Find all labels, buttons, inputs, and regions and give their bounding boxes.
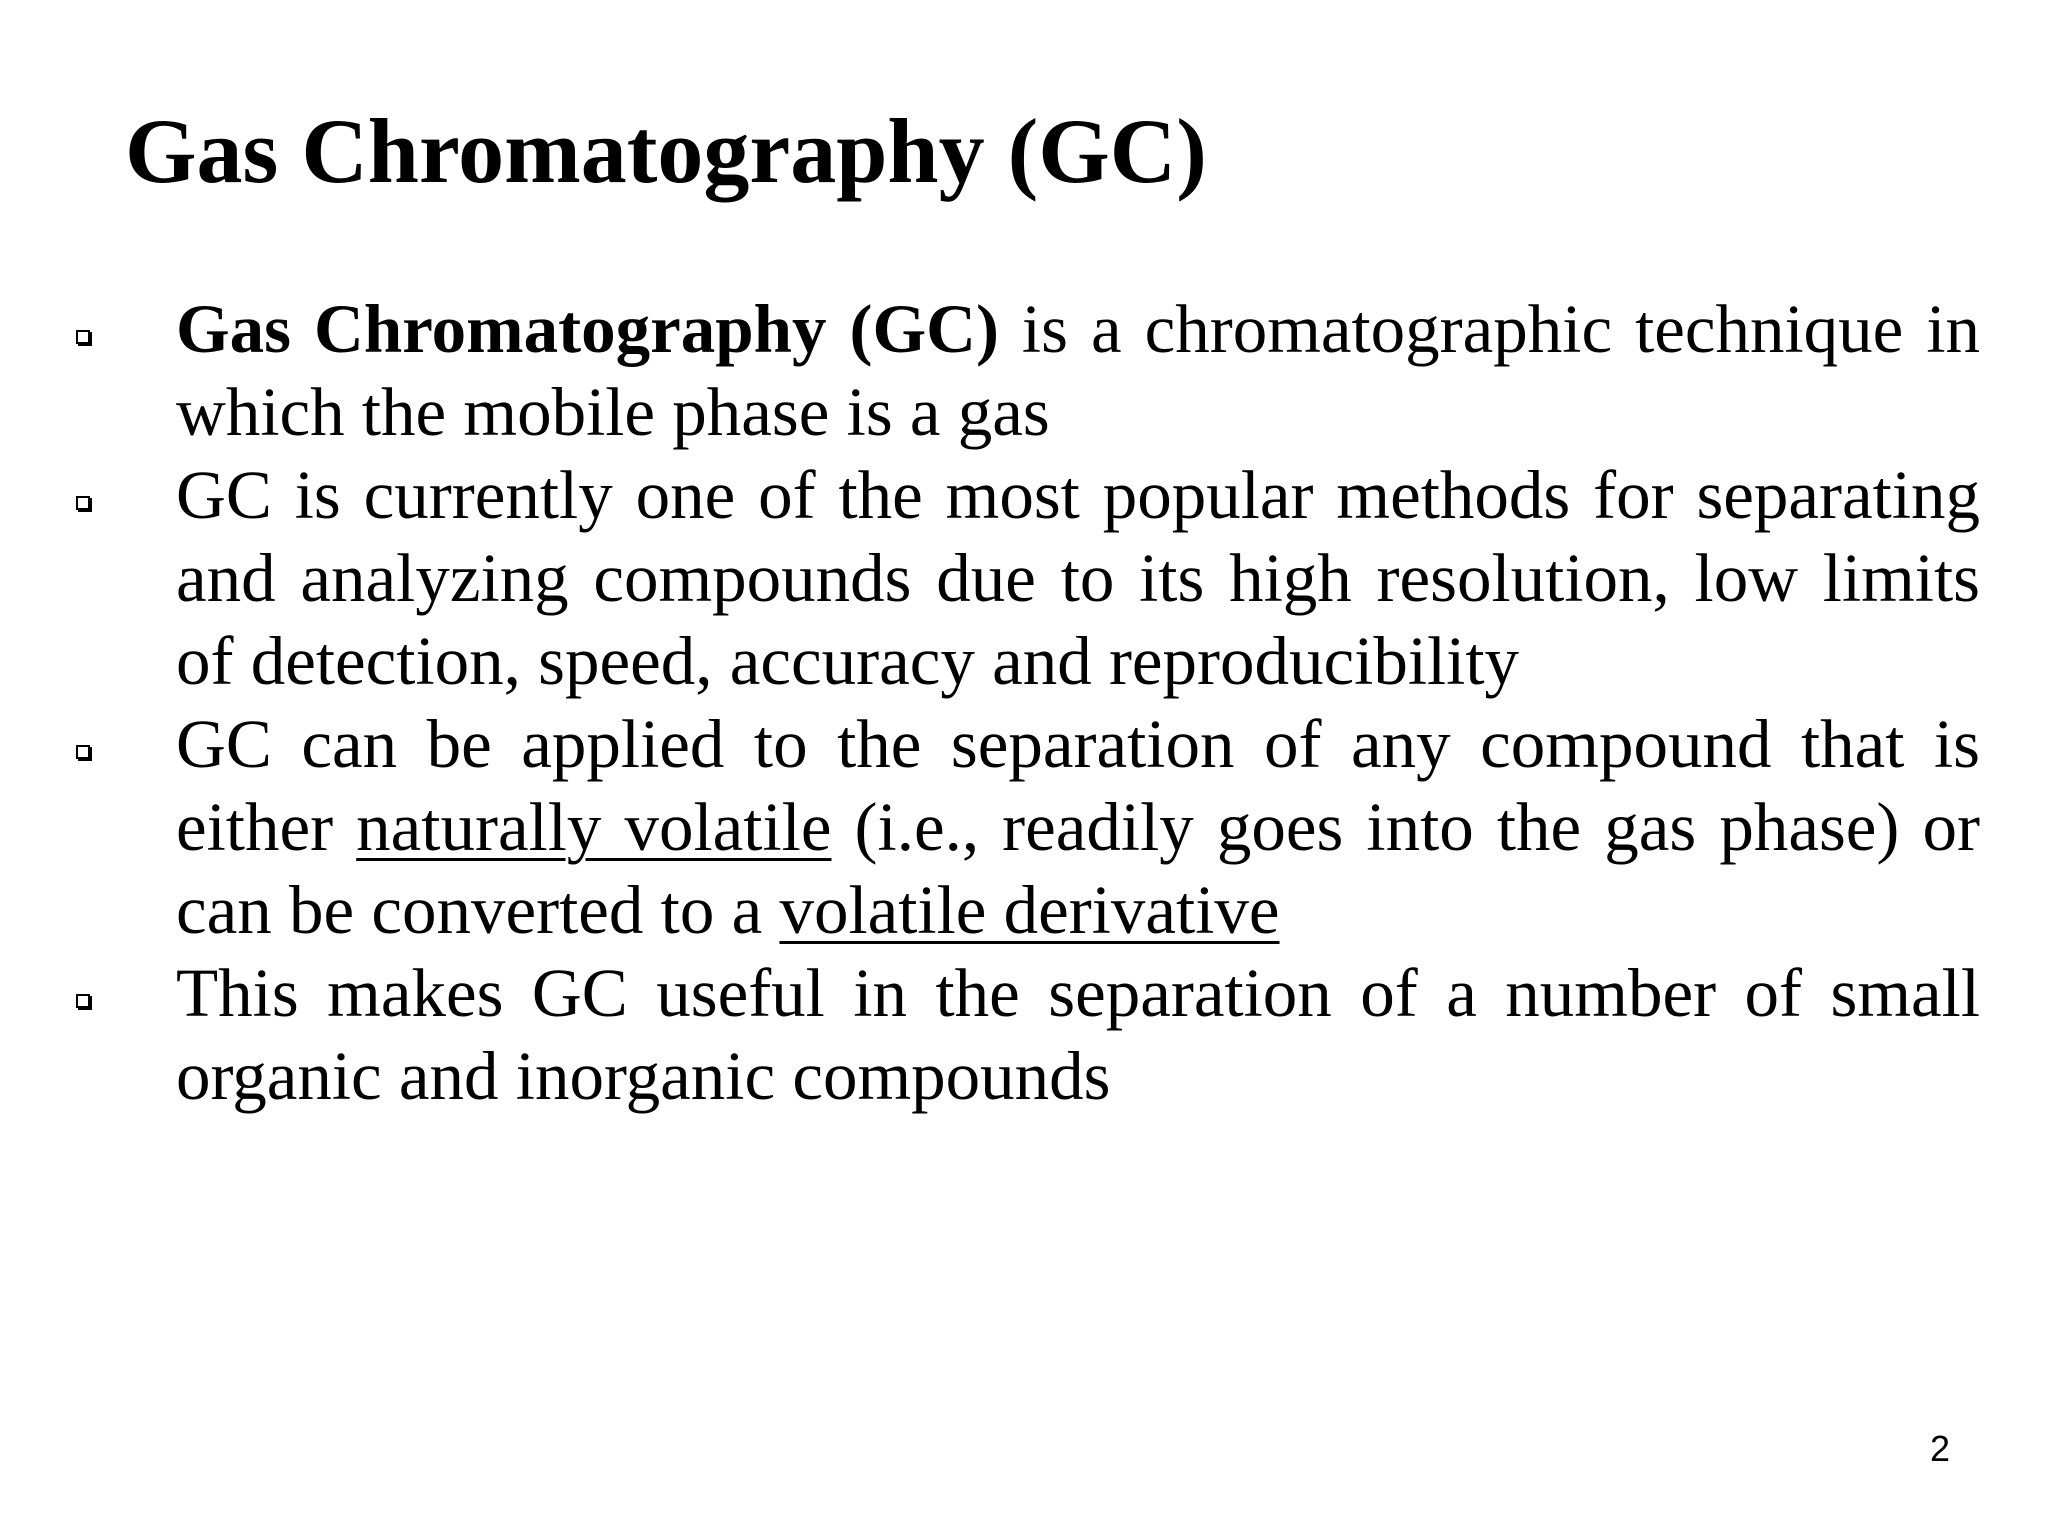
bullet-item-2 (0, 454, 2048, 703)
page-number: 2 (1929, 1428, 1950, 1469)
bullet-text-2 (176, 454, 1980, 703)
bullet-item-3 (0, 703, 2048, 952)
underlined-term-naturally-volatile: naturally volatile (356, 789, 832, 865)
bullet-list (0, 288, 2048, 1118)
hollow-square-bullet-icon (76, 330, 90, 344)
bullet-text-segment: (i.e., readily goes into the gas phase) or can be converted to a (176, 789, 1980, 948)
bold-term: Gas Chromatography (GC) (176, 291, 999, 367)
bullet-item-1 (0, 288, 2048, 454)
bullet-text-segment: is a chromatographic technique in which the mobile phase is a gas (176, 291, 1980, 450)
hollow-square-bullet-icon (76, 745, 90, 759)
bullet-text-segment: GC is currently one of the most popular methods for separating and analyzing compounds due to its high resolution, low limits of detection, speed, accuracy and reproducibility (176, 457, 1980, 699)
bullet-text-3 (176, 703, 1980, 952)
bullet-text-1 (176, 288, 1980, 454)
hollow-square-bullet-icon (76, 496, 90, 510)
bullet-text-segment: GC can be applied to the separation of any compound that is either (176, 706, 1980, 865)
bullet-text-4 (176, 952, 1980, 1118)
underlined-term-volatile-derivative: volatile derivative (779, 872, 1280, 948)
slide-title: Gas Chromatography (GC) (125, 100, 1207, 202)
hollow-square-bullet-icon (76, 994, 90, 1008)
bullet-text-segment: This makes GC useful in the separation of a number of small organic and inorganic compounds (176, 955, 1980, 1114)
bullet-item-4 (0, 952, 2048, 1118)
